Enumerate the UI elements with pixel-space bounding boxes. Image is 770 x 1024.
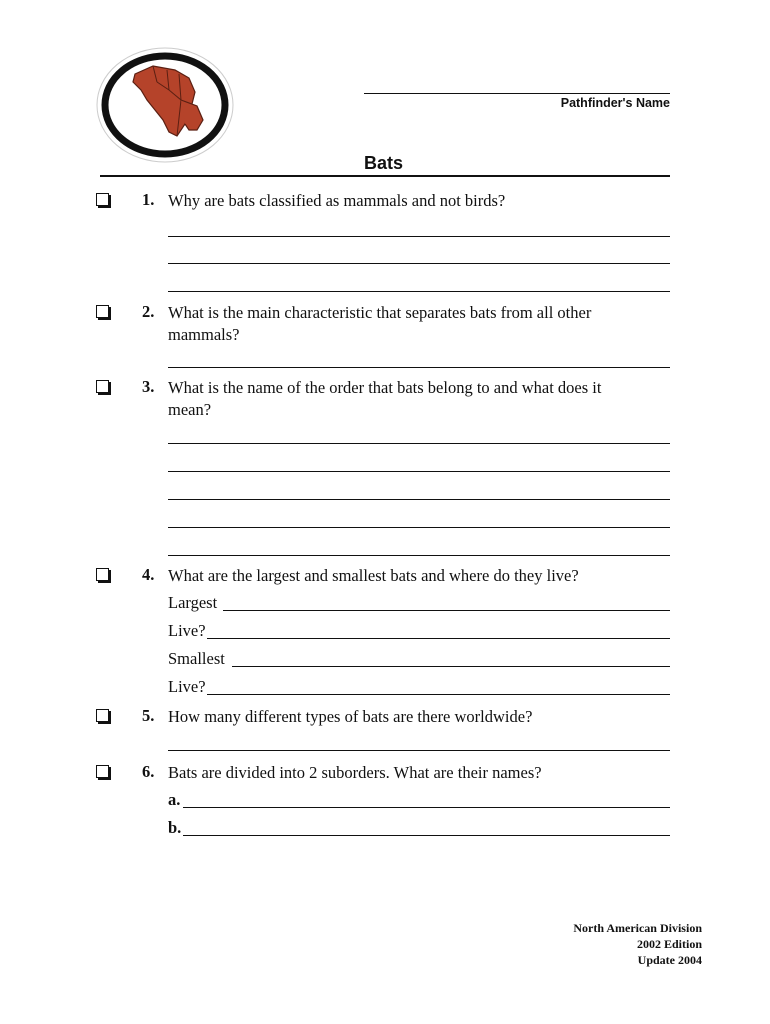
largest-answer-line[interactable]	[223, 610, 670, 611]
answer-line[interactable]	[168, 236, 670, 237]
answer-line[interactable]	[168, 499, 670, 500]
question-number: 1.	[142, 190, 155, 209]
live-label: Live?	[168, 621, 206, 640]
smallest-label: Smallest	[168, 649, 225, 668]
checkbox-icon[interactable]	[96, 305, 109, 318]
answer-line[interactable]	[168, 291, 670, 292]
answer-line[interactable]	[168, 750, 670, 751]
question-text: What is the main characteristic that separates bats from all other mammals?	[168, 303, 592, 344]
answer-line[interactable]	[168, 367, 670, 368]
footer-division: North American Division	[573, 921, 702, 935]
answer-line[interactable]	[168, 527, 670, 528]
question-text: Bats are divided into 2 suborders. What are their names?	[168, 763, 542, 782]
title-rule	[100, 175, 670, 177]
question-number: 6.	[142, 762, 155, 781]
checkbox-icon[interactable]	[96, 380, 109, 393]
checkbox-icon[interactable]	[96, 709, 109, 722]
largest-live-answer-line[interactable]	[207, 638, 670, 639]
footer-edition: 2002 Edition	[636, 937, 702, 951]
question-text: How many different types of bats are there worldwide?	[168, 707, 533, 726]
question-number: 3.	[142, 377, 155, 396]
checkbox-icon[interactable]	[96, 568, 109, 581]
smallest-answer-line[interactable]	[232, 666, 670, 667]
suborder-a-answer-line[interactable]	[183, 807, 670, 808]
suborder-a-label: a.	[168, 790, 181, 809]
answer-line[interactable]	[168, 443, 670, 444]
suborder-b-label: b.	[168, 818, 182, 837]
checkbox-icon[interactable]	[96, 765, 109, 778]
footer	[573, 920, 702, 968]
pathfinder-name-label: Pathfinder's Name	[560, 96, 670, 110]
question-number: 4.	[142, 565, 155, 584]
checkbox-icon[interactable]	[96, 193, 109, 206]
live-label: Live?	[168, 677, 206, 696]
answer-line[interactable]	[168, 263, 670, 264]
answer-line[interactable]	[168, 555, 670, 556]
question-number: 2.	[142, 302, 155, 321]
question-text: Why are bats classified as mammals and not birds?	[168, 191, 506, 210]
largest-label: Largest	[168, 593, 218, 612]
question-text: What are the largest and smallest bats and where do they live?	[168, 566, 579, 585]
footer-update: Update 2004	[637, 953, 702, 967]
question-text: What is the name of the order that bats belong to and what does it mean?	[168, 378, 602, 419]
pathfinder-name-line[interactable]	[364, 93, 670, 94]
page-title: Bats	[364, 153, 404, 173]
bat-emblem-icon	[95, 46, 235, 164]
smallest-live-answer-line[interactable]	[207, 694, 670, 695]
answer-line[interactable]	[168, 471, 670, 472]
suborder-b-answer-line[interactable]	[183, 835, 670, 836]
question-number: 5.	[142, 706, 155, 725]
